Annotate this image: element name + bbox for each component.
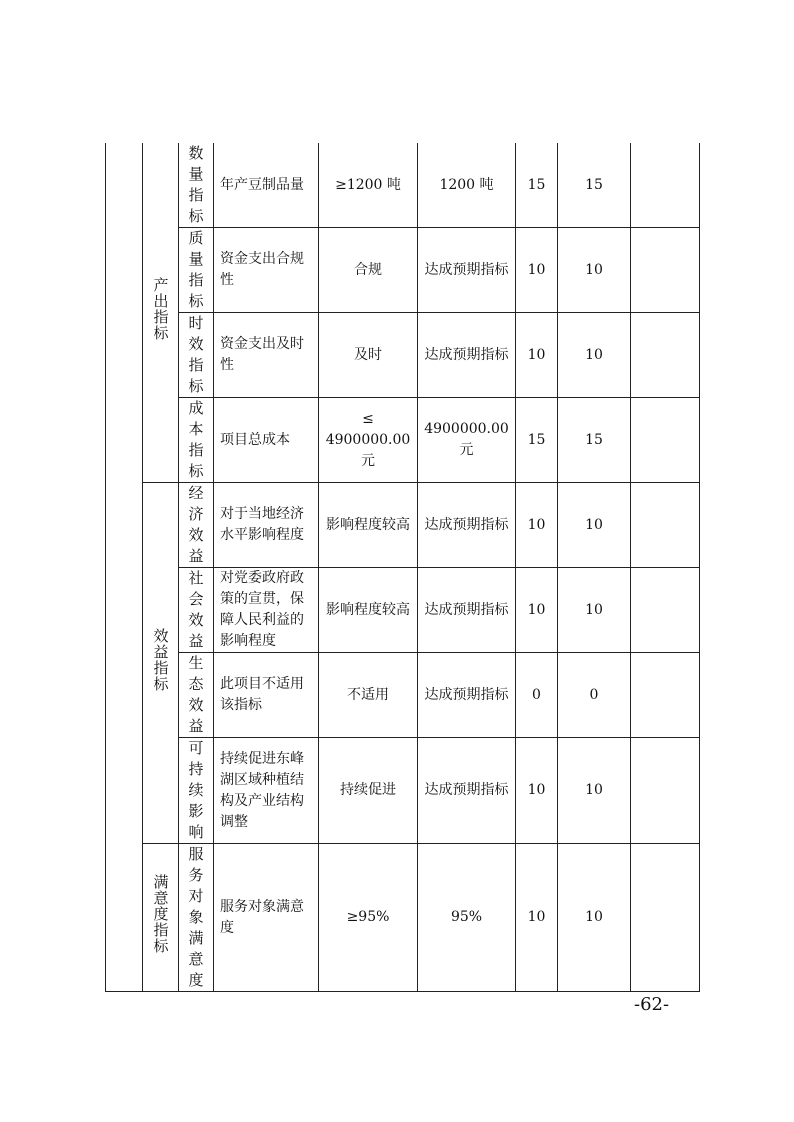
remark-cell: [631, 738, 700, 844]
remark-cell: [631, 568, 700, 653]
sub-indicator: 数量指标: [179, 143, 214, 228]
score-value: 10: [558, 738, 631, 844]
sub-indicator: 经济效益: [179, 483, 214, 568]
sub-indicator: 社会效益: [179, 568, 214, 653]
actual-value: 1200 吨: [418, 143, 516, 228]
target-value: 及时: [319, 313, 418, 398]
table-row: [106, 398, 700, 483]
weight-value: 0: [516, 653, 558, 738]
table-row: [106, 653, 700, 738]
table-row: [106, 738, 700, 844]
actual-value: 达成预期指标: [418, 313, 516, 398]
table-row: [106, 313, 700, 398]
score-value: 10: [558, 228, 631, 313]
sub-indicator: 生态效益: [179, 653, 214, 738]
group-output: 产出指标: [143, 143, 179, 483]
indicator-name: 年产豆制品量: [214, 143, 319, 228]
target-value: 不适用: [319, 653, 418, 738]
actual-value: 达成预期指标: [418, 738, 516, 844]
weight-value: 10: [516, 483, 558, 568]
weight-value: 10: [516, 228, 558, 313]
table-row: [106, 143, 700, 228]
sub-indicator: 可持续影响: [179, 738, 214, 844]
indicator-name: 服务对象满意度: [214, 844, 319, 992]
remark-cell: [631, 653, 700, 738]
sub-indicator: 时效指标: [179, 313, 214, 398]
score-value: 10: [558, 313, 631, 398]
remark-cell: [631, 228, 700, 313]
remark-cell: [631, 143, 700, 228]
level1-cell: [106, 143, 143, 992]
indicator-name: 资金支出合规性: [214, 228, 319, 313]
table-row: [106, 568, 700, 653]
sub-indicator: 质量指标: [179, 228, 214, 313]
performance-indicator-table: [105, 143, 700, 992]
actual-value: 达成预期指标: [418, 568, 516, 653]
score-value: 0: [558, 653, 631, 738]
actual-value: 达成预期指标: [418, 653, 516, 738]
actual-value: 达成预期指标: [418, 228, 516, 313]
target-value: 影响程度较高: [319, 483, 418, 568]
target-value: 持续促进: [319, 738, 418, 844]
actual-value: 95%: [418, 844, 516, 992]
target-value: ≥1200 吨: [319, 143, 418, 228]
group-satisfaction: 满意度指标: [143, 844, 179, 992]
weight-value: 15: [516, 143, 558, 228]
weight-value: 10: [516, 568, 558, 653]
indicator-name: 项目总成本: [214, 398, 319, 483]
target-value: ≤ 4900000.00 元: [319, 398, 418, 483]
sub-indicator: 服务对象满意度: [179, 844, 214, 992]
weight-value: 10: [516, 313, 558, 398]
remark-cell: [631, 483, 700, 568]
indicator-name: 对党委政府政策的宣贯，保障人民利益的影响程度: [214, 568, 319, 653]
table-row: [106, 483, 700, 568]
page-number: -62-: [634, 994, 670, 1015]
table-row: [106, 844, 700, 992]
actual-value: 达成预期指标: [418, 483, 516, 568]
target-value: 合规: [319, 228, 418, 313]
indicator-name: 资金支出及时性: [214, 313, 319, 398]
weight-value: 15: [516, 398, 558, 483]
indicator-name: 此项目不适用该指标: [214, 653, 319, 738]
remark-cell: [631, 844, 700, 992]
group-benefit: 效益指标: [143, 483, 179, 844]
target-value: ≥95%: [319, 844, 418, 992]
score-value: 10: [558, 844, 631, 992]
indicator-name: 对于当地经济水平影响程度: [214, 483, 319, 568]
remark-cell: [631, 313, 700, 398]
weight-value: 10: [516, 844, 558, 992]
actual-value: 4900000.00 元: [418, 398, 516, 483]
indicator-name: 持续促进东峰湖区域种植结构及产业结构调整: [214, 738, 319, 844]
weight-value: 10: [516, 738, 558, 844]
remark-cell: [631, 398, 700, 483]
score-value: 15: [558, 143, 631, 228]
table-row: [106, 228, 700, 313]
score-value: 10: [558, 483, 631, 568]
score-value: 10: [558, 568, 631, 653]
target-value: 影响程度较高: [319, 568, 418, 653]
sub-indicator: 成本指标: [179, 398, 214, 483]
score-value: 15: [558, 398, 631, 483]
